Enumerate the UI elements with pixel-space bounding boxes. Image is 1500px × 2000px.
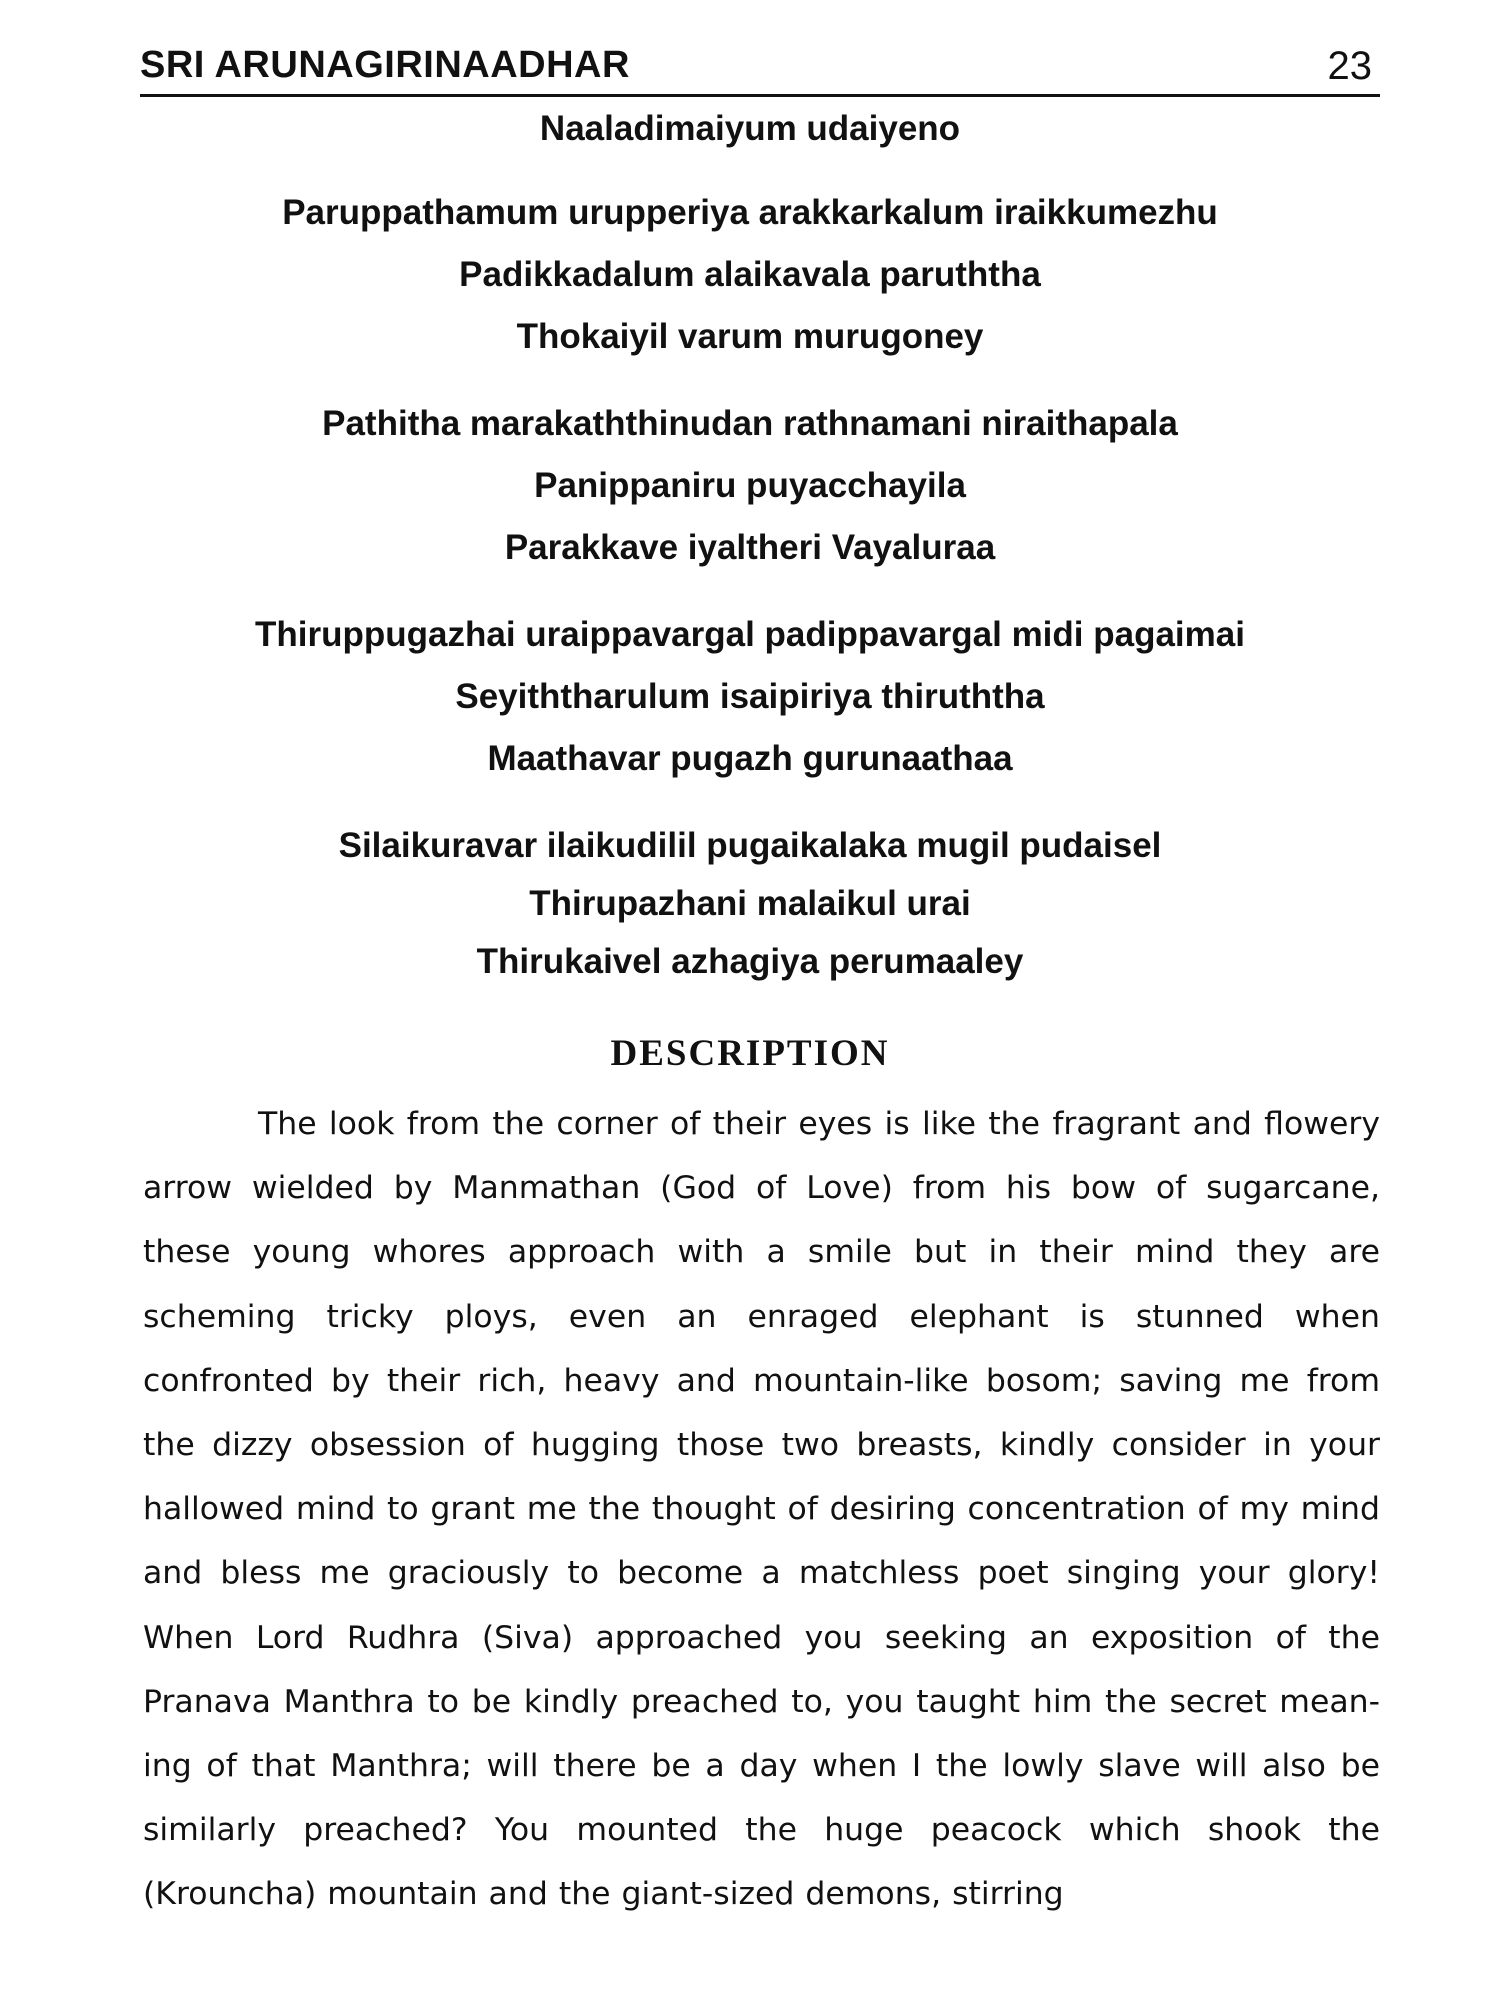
verse-line: Paruppathamum urupperiya arakkarkalum iraikkumezhu [282,193,1218,232]
verse-line: Panippaniru puyacchayila [534,466,966,505]
verse-line: Thirukaivel azhagiya perumaaley [476,942,1024,981]
verse-line: Thiruppugazhai uraippavargal padippavargal midi pagaimai [255,615,1245,654]
verse-line: Thirupazhani malaikul urai [529,884,971,923]
description-paragraph: The look from the corner of their eyes is like the fragrant and flowery arrow wielded by Manmathan (God of Love) from his bow of sugarcane, these young whores approach with a smile but in their mind they are scheming tricky ploys, even an enraged elephant is stunned when confronted by their rich, heavy and mountain-like bosom; saving me from the dizzy obsession of hugging those two breasts, kindly consider in your hallowed mind to grant me the thought of desiring concentration of my mind and bless me graciously to become a matchless poet singing your glory! When Lord Rudhra (Siva) approached you seeking an exposition of the Pranava Manthra to be kindly preached to, you taught him the secret meaning of that Manthra; will there be a day when I the lowly slave will also be similarly preached? You mounted the huge peacock which shook the (Krouncha) mountain and the giant-sized demons, stirring [143,1106,1380,1913]
verse-line: Naaladimaiyum udaiyeno [539,109,961,148]
description-heading: DESCRIPTION [610,1033,890,1074]
verse-line: Seyiththarulum isaipiriya thiruththa [455,677,1045,716]
verse-line: Maathavar pugazh gurunaathaa [487,739,1013,778]
verse-line: Parakkave iyaltheri Vayaluraa [504,528,996,567]
running-header [140,42,1380,97]
book-title: SRI ARUNAGIRINAADHAR [140,44,630,86]
verse-line: Silaikuravar ilaikudilil pugaikalaka mugil pudaisel [338,826,1162,865]
verse-line: Thokaiyil varum murugoney [516,317,984,356]
verse-line: Pathitha marakaththinudan rathnamani niraithapala [322,404,1178,443]
verse-line: Padikkadalum alaikavala paruththa [459,255,1041,294]
page-number: 23 [1327,44,1372,88]
